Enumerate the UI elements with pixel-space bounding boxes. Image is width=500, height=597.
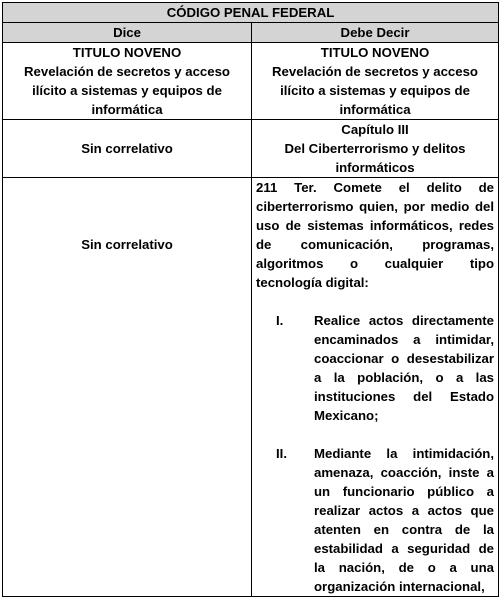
item-text: Mediante la intimidación, amenaza, coacción, inste a un funcionario público a realizar actos a actos que atenten en contra de la estabilidad a seguridad de la nación, de o a una organización internacional,	[314, 446, 495, 594]
table-title-row	[3, 3, 499, 23]
table-title: CÓDIGO PENAL FEDERAL	[3, 3, 499, 23]
comparison-table	[2, 2, 499, 597]
column-header-dice: Dice	[3, 23, 252, 43]
row1-left-title: TITULO NOVENO	[72, 45, 182, 60]
row1-left-subtitle: Revelación de secretos y acceso ilícito a sistemas y equipos de informática	[24, 64, 230, 117]
row2-right-chapter-title: Del Ciberterrorismo y delitos informáticos	[284, 141, 466, 175]
row3-left-cell	[3, 178, 252, 597]
article-211-ter-intro: 211 Ter. Comete el delito de ciberterrorismo quien, por medio del uso de sistemas informáticos, redes de comunicación, programas, algoritmos o cualquier tipo tecnología digital:	[256, 180, 495, 290]
row2-right-chapter: Capítulo III	[341, 122, 409, 137]
row3-left-text: Sin correlativo	[81, 237, 173, 252]
article-items-list	[256, 311, 494, 596]
column-header-debe-decir: Debe Decir	[252, 23, 499, 43]
item-numeral: I.	[276, 313, 284, 328]
row3-right-cell	[252, 178, 499, 597]
item-numeral: II.	[276, 446, 287, 461]
row1-right-title: TITULO NOVENO	[320, 45, 430, 60]
row1-left-cell	[3, 43, 252, 120]
table-row	[3, 120, 499, 178]
table-row	[3, 43, 499, 120]
row1-right-subtitle: Revelación de secretos y acceso ilícito a sistemas y equipos de informática	[272, 64, 478, 117]
column-header-row	[3, 23, 499, 43]
list-item	[256, 311, 494, 425]
row1-right-cell	[252, 43, 499, 120]
item-text: Realice actos directamente encaminados a intimidar, coaccionar o desestabilizar a la población, o a las instituciones del Estado Mexicano;	[314, 313, 495, 423]
row2-left-cell: Sin correlativo	[3, 120, 252, 178]
row2-right-cell	[252, 120, 499, 178]
list-item	[256, 444, 494, 596]
table-row	[3, 178, 499, 597]
